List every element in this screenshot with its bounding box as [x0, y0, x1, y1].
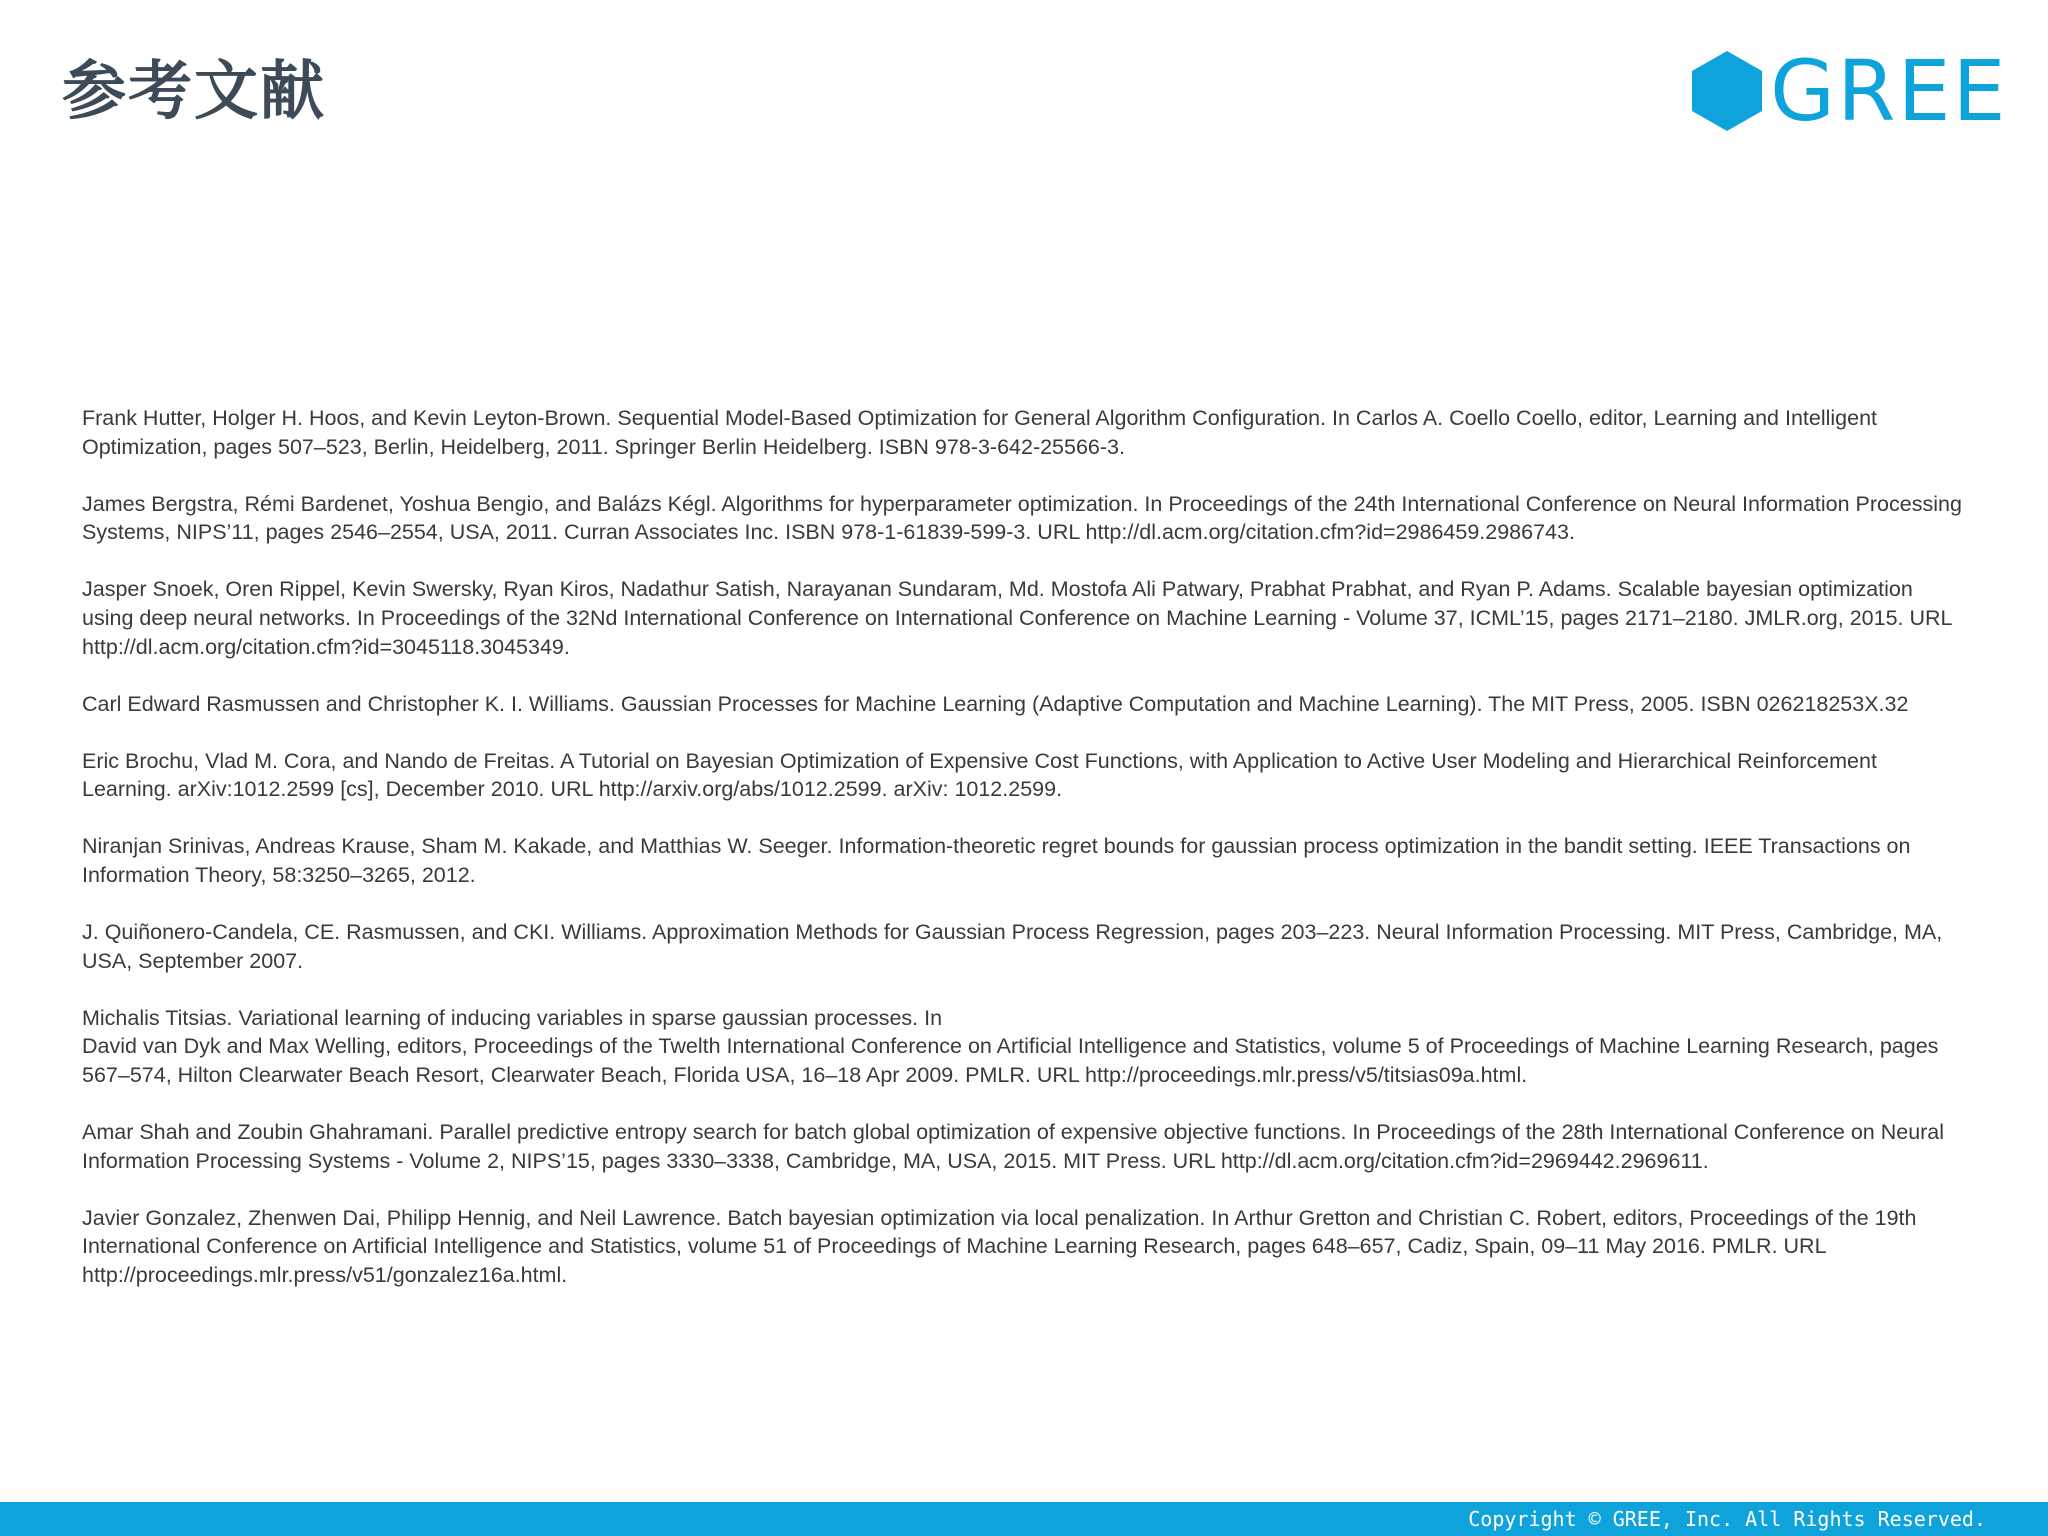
reference-item: Carl Edward Rasmussen and Christopher K. I. Williams. Gaussian Processes for Machine Learning (Adaptive Computation and Machine Learning). The MIT Press, 2005. ISBN 026218253X.32: [82, 691, 1909, 716]
reference-item: Frank Hutter, Holger H. Hoos, and Kevin Leyton-Brown. Sequential Model-Based Optimization for General Algorithm Configuration. In Carlos A. Coello Coello, editor, Learning and Intelligent Optimization, pages 507–523, Berlin, Heidelberg, 2011. Springer Berlin Heidelberg. ISBN 978-3-642-25566-3.: [82, 406, 1878, 459]
footer-bar: [0, 1502, 2048, 1536]
reference-item: Amar Shah and Zoubin Ghahramani. Parallel predictive entropy search for batch global optimization of expensive objective functions. In Proceedings of the 28th International Conference on Neural Information Processing Systems - Volume 2, NIPS’15, pages 3330–3338, Cambridge, MA, USA, 2015. MIT Press. URL http://dl.acm.org/citation.cfm?id=2969442.2969611.: [82, 1120, 1945, 1173]
page-title: 参考文献: [62, 55, 326, 129]
copyright-text: Copyright © GREE, Inc. All Rights Reserved.: [1468, 1507, 1986, 1531]
hexagon-logo-icon: [1692, 51, 1762, 131]
reference-list: [82, 404, 1962, 1318]
reference-item: Michalis Titsias. Variational learning of inducing variables in sparse gaussian processes. In David van Dyk and Max Welling, editors, Proceedings of the Twelth International Conference on Artificial Intelligence and Statistics, volume 5 of Proceedings of Machine Learning Research, pages 567–574, Hilton Clearwater Beach Resort, Clearwater Beach, Florida USA, 16–18 Apr 2009. PMLR. URL http://proceedings.mlr.press/v5/titsias09a.html.: [82, 1005, 1939, 1087]
reference-item: J. Quiñonero-Candela, CE. Rasmussen, and CKI. Williams. Approximation Methods for Gaussian Process Regression, pages 203–223. Neural Information Processing. MIT Press, Cambridge, MA, USA, September 2007.: [82, 920, 1943, 973]
reference-item: Jasper Snoek, Oren Rippel, Kevin Swersky, Ryan Kiros, Nadathur Satish, Narayanan Sundaram, Md. Mostofa Ali Patwary, Prabhat Prabhat, and Ryan P. Adams. Scalable bayesian optimization using deep neural networks. In Proceedings of the 32Nd International Conference on International Conference on Machine Learning - Volume 37, ICML’15, pages 2171–2180. JMLR.org, 2015. URL http://dl.acm.org/citation.cfm?id=3045118.3045349.: [82, 577, 1952, 659]
gree-logo: [1692, 42, 2008, 140]
reference-item: Eric Brochu, Vlad M. Cora, and Nando de Freitas. A Tutorial on Bayesian Optimization of Expensive Cost Functions, with Application to Active User Modeling and Hierarchical Reinforcement Learning. arXiv:1012.2599 [cs], December 2010. URL http://arxiv.org/abs/1012.2599. arXiv: 1012.2599.: [82, 748, 1877, 802]
reference-item: James Bergstra, Rémi Bardenet, Yoshua Bengio, and Balázs Kégl. Algorithms for hyperparameter optimization. In Proceedings of the 24th International Conference on Neural Information Processing Systems, NIPS’11, pages 2546–2554, USA, 2011. Curran Associates Inc. ISBN 978-1-61839-599-3. URL http://dl.acm.org/citation.cfm?id=2986459.2986743.: [82, 491, 1962, 545]
reference-item: Niranjan Srinivas, Andreas Krause, Sham M. Kakade, and Matthias W. Seeger. Information-theoretic regret bounds for gaussian process optimization in the bandit setting. IEEE Transactions on Information Theory, 58:3250–3265, 2012.: [82, 834, 1911, 888]
reference-item: Javier Gonzalez, Zhenwen Dai, Philipp Hennig, and Neil Lawrence. Batch bayesian optimization via local penalization. In Arthur Gretton and Christian C. Robert, editors, Proceedings of the 19th International Conference on Artificial Intelligence and Statistics, volume 51 of Proceedings of Machine Learning Research, pages 648–657, Cadiz, Spain, 09–11 May 2016. PMLR. URL http://proceedings.mlr.press/v51/gonzalez16a.html.: [82, 1205, 1917, 1287]
logo-text: GREE: [1770, 42, 2008, 140]
